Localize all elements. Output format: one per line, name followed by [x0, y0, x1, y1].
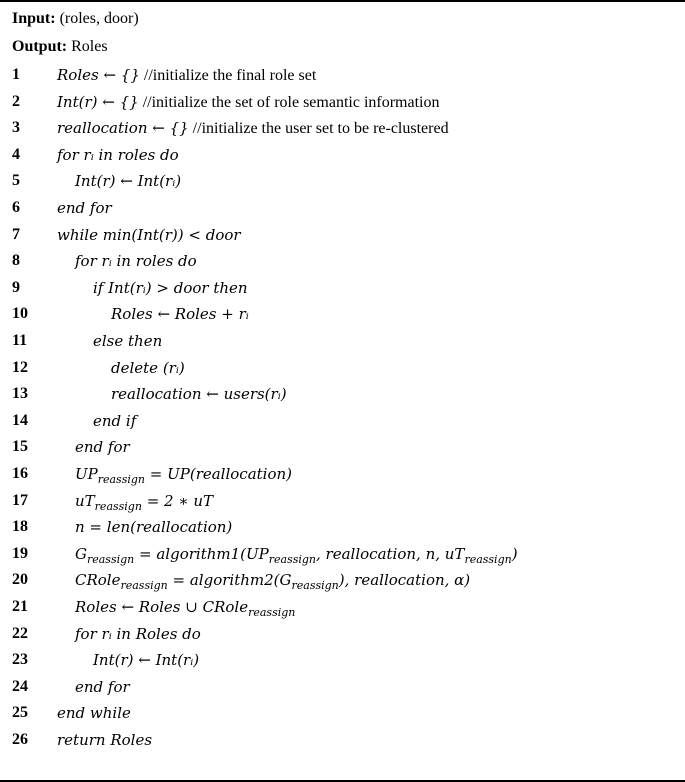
- input-value: (roles, door): [59, 10, 139, 27]
- line-code: $G_{reassign}$ = $algorithm1(UP_{reassign}$, reallocation, n, $uT_{reassign}$): [75, 544, 518, 566]
- line-code: $uT_{reassign} = 2$ ∗ uT: [75, 491, 213, 513]
- line-number: 2: [12, 92, 20, 110]
- line-number: 25: [12, 704, 28, 722]
- line-code: end while: [57, 704, 131, 723]
- line-number: 24: [12, 677, 28, 695]
- line-number: 8: [12, 252, 20, 270]
- line-number: 5: [12, 172, 20, 190]
- line-code: Roles ← Roles + rᵢ: [111, 305, 249, 324]
- line-comment: //initialize the user set to be re-clustered: [188, 120, 449, 138]
- line-code: Int(r) ← {} //initialize the set of role semantic information: [57, 92, 440, 111]
- line-number: 1: [12, 66, 20, 83]
- line-code: reallocation ← {} //initialize the user set to be re-clustered: [57, 119, 449, 138]
- line-number: 14: [12, 411, 28, 429]
- output-value: Roles: [71, 38, 108, 55]
- line-number: 21: [12, 598, 28, 615]
- line-code: Int(r) ← Int(rᵢ): [75, 172, 182, 191]
- line-number: 19: [12, 544, 28, 562]
- line-code: for rᵢ in roles do: [75, 252, 197, 271]
- line-number: 26: [12, 731, 28, 748]
- line-code: delete (rᵢ): [111, 358, 185, 377]
- line-code: reallocation ← users(rᵢ): [111, 385, 287, 404]
- line-code: Roles ← {} //initialize the final role set: [57, 66, 317, 84]
- line-code: return Roles: [57, 731, 153, 749]
- line-code: else then: [93, 332, 163, 350]
- line-number: 9: [12, 278, 20, 296]
- line-number: 11: [12, 332, 28, 349]
- line-number: 6: [12, 199, 20, 216]
- line-number: 18: [12, 518, 28, 536]
- input-line: [12, 10, 139, 28]
- line-code: Int(r) ← Int(rᵢ): [93, 651, 200, 670]
- line-code: $UP_{reassign}$ = UP(reallocation): [75, 465, 293, 486]
- line-comment: //initialize the final role set: [139, 67, 317, 84]
- line-number: 20: [12, 571, 28, 589]
- line-code: end for: [57, 199, 112, 217]
- line-code: Roles ← Roles ∪ CRole$_{reassign}$: [75, 598, 296, 619]
- line-number: 23: [12, 651, 28, 669]
- output-line: [12, 38, 108, 56]
- line-number: 7: [12, 225, 20, 243]
- line-code: while min(Int(r)) < door: [57, 225, 241, 244]
- line-number: 15: [12, 438, 28, 456]
- line-number: 12: [12, 358, 28, 376]
- line-code: for rᵢ in Roles do: [75, 624, 201, 643]
- line-number: 16: [12, 465, 28, 482]
- line-code: CRole$_{reassign}$ = $algorithm2(G_{reassign})$, reallocation, α): [75, 571, 471, 593]
- input-label: Input:: [12, 10, 56, 27]
- line-code: n = len(reallocation): [75, 518, 233, 537]
- line-code: for rᵢ in roles do: [57, 145, 179, 164]
- line-number: 13: [12, 385, 28, 403]
- line-number: 17: [12, 491, 28, 509]
- output-label: Output:: [12, 38, 68, 55]
- line-number: 3: [12, 119, 20, 137]
- line-number: 4: [12, 145, 20, 163]
- line-comment: //initialize the set of role semantic information: [138, 93, 440, 111]
- line-number: 10: [12, 305, 28, 323]
- line-code: end for: [75, 438, 130, 457]
- line-code: end if: [93, 411, 137, 430]
- line-code: end for: [75, 677, 130, 696]
- line-number: 22: [12, 624, 28, 642]
- line-code: if Int(rᵢ) > door then: [93, 278, 248, 297]
